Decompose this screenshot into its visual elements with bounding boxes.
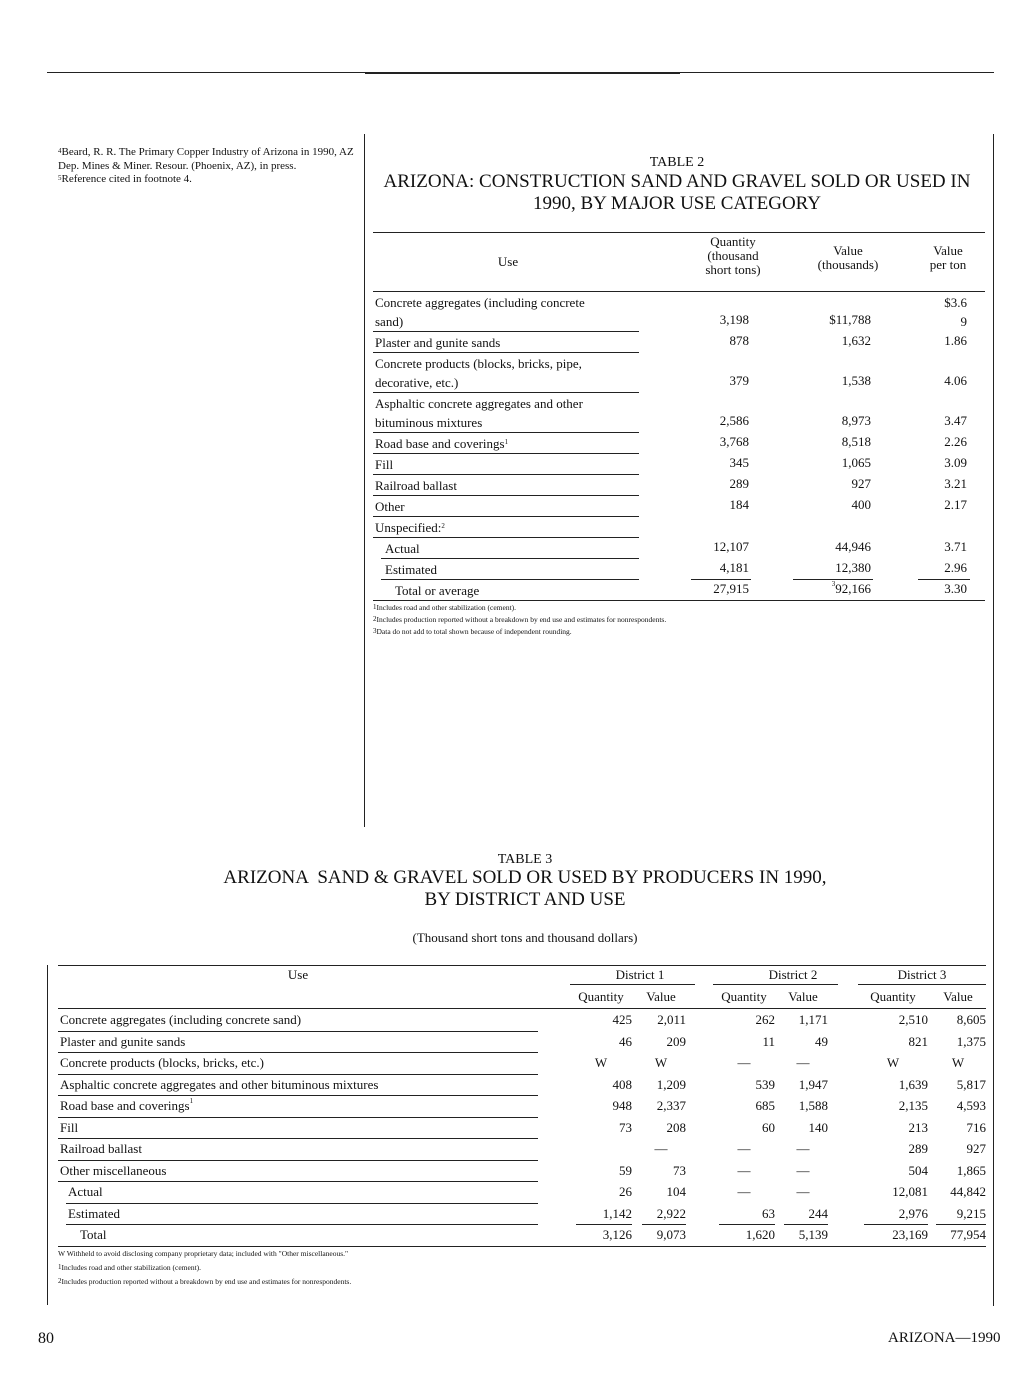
- table3-value-cell: 59: [619, 1162, 632, 1178]
- table2-value-cell: 400: [851, 497, 871, 512]
- table3-value-cell: 408: [612, 1076, 632, 1092]
- running-footer: ARIZONA—1990: [888, 1330, 1001, 1346]
- table2-row: [373, 517, 985, 538]
- column-divider: [364, 134, 365, 827]
- table2-title: ARIZONA: CONSTRUCTION SAND AND GRAVEL SOLD OR USED IN 1990, BY MAJOR USE CATEGORY: [383, 171, 971, 214]
- table2-footnote: $^1$Includes road and other stabilization (cement).: [373, 603, 517, 612]
- table3-use-cell: Other miscellaneous: [60, 1162, 167, 1178]
- table2-footnotes: [373, 602, 993, 638]
- table3-value-cell: W: [951, 1055, 965, 1070]
- table3-value-cell: —: [796, 1055, 810, 1070]
- table2-body: [373, 292, 985, 601]
- table2-value-cell: 1,632: [841, 333, 871, 348]
- table2-per-ton-cell: 2.17: [944, 497, 967, 512]
- table2-per-ton-cell: 1.86: [944, 333, 967, 348]
- table3-value-cell: 5,817: [956, 1076, 986, 1092]
- table2-value-cell: 1,538: [841, 373, 871, 388]
- table2-row: [373, 292, 985, 332]
- table2: [373, 232, 985, 601]
- table3-top-rule: [58, 965, 986, 966]
- table3-value-cell: 4,593: [956, 1098, 986, 1113]
- table3-use-cell: Railroad ballast: [60, 1141, 142, 1156]
- table2-row: [373, 580, 985, 601]
- table3-value-cell: 140: [808, 1119, 828, 1135]
- table3-value-cell: 77,954: [950, 1227, 986, 1242]
- table3-row-rule: [58, 1074, 538, 1075]
- table3-value-cell: 821: [908, 1033, 928, 1049]
- table3-footnotes: [58, 1247, 758, 1289]
- table3-use-cell: Plaster and gunite sands: [60, 1033, 186, 1049]
- table2-quantity-cell: 3,768: [719, 434, 749, 449]
- table3-value-cell: 44,842: [950, 1184, 986, 1199]
- table3-value-cell: 1,947: [798, 1076, 828, 1092]
- table3-units: (Thousand short tons and thousand dollars): [412, 930, 638, 945]
- table3-header-district-3: District 3: [897, 967, 947, 982]
- header-value: Value (thousands): [817, 243, 879, 272]
- table3-subtotal-rule: [864, 1224, 928, 1225]
- table2-use-cell: Plaster and gunite sands: [375, 335, 501, 350]
- table3-value-cell: 8,605: [956, 1012, 986, 1027]
- table3-value-cell: 12,081: [892, 1184, 928, 1199]
- table3-footnote: $^2$Includes production reported without a breakdown by end use and estimates for nonrespondents.: [58, 1277, 352, 1286]
- table3-use-cell: Road base and coverings$^1$: [60, 1097, 194, 1113]
- top-rule-accent: [365, 72, 680, 74]
- table3-value-cell: W: [886, 1055, 900, 1070]
- table3-value-cell: —: [796, 1184, 810, 1199]
- table3-value-cell: 1,865: [956, 1162, 986, 1178]
- table2-use-cell: Estimated: [385, 562, 437, 577]
- table2-per-ton-cell: 4.06: [944, 373, 967, 388]
- table3-value-cell: 23,169: [892, 1227, 928, 1242]
- table2-use-cell: Road base and coverings$^1$: [375, 436, 509, 451]
- table3-value-cell: 1,209: [656, 1076, 686, 1092]
- table3-value-cell: 209: [666, 1033, 686, 1049]
- right-border: [993, 134, 994, 1306]
- table3-value-cell: 2,337: [656, 1098, 686, 1113]
- table2-quantity-cell: 289: [729, 476, 749, 491]
- table2-row: [373, 332, 985, 353]
- table3-value-cell: 1,142: [602, 1205, 632, 1221]
- table2-per-ton-cell: 2.96: [944, 560, 967, 575]
- district2-rule: [713, 984, 838, 985]
- table3-row-rule: [58, 1181, 538, 1182]
- table3-value-cell: 63: [762, 1205, 775, 1221]
- table2-quantity-cell: 379: [729, 373, 749, 388]
- table2-row: [373, 496, 985, 517]
- table2-quantity-cell: 3,198: [719, 312, 749, 327]
- table3-row-rule: [58, 1138, 538, 1139]
- table3-header-rule: [58, 1008, 986, 1009]
- table2-use-cell: Total or average: [395, 583, 480, 598]
- table3-value-cell: 262: [755, 1012, 775, 1027]
- table3-value-cell: 289: [908, 1141, 928, 1156]
- table3-subtotal-rule: [719, 1224, 775, 1225]
- table3-value-cell: 49: [815, 1033, 828, 1049]
- table3-value-cell: 5,139: [798, 1227, 828, 1242]
- table2-row: [373, 433, 985, 454]
- table3-value-cell: 26: [619, 1184, 632, 1199]
- table3-value-cell: —: [737, 1162, 751, 1178]
- table3-value-cell: 1,620: [745, 1227, 775, 1242]
- table3-subtotal-rule: [784, 1224, 828, 1225]
- table3-value-cell: 685: [755, 1098, 775, 1113]
- table2-use-cell: Unspecified:$^2$: [375, 520, 445, 535]
- d1-quantity-header: Quantity: [578, 989, 624, 1004]
- table3-value-cell: —: [654, 1141, 668, 1156]
- table3-value-cell: 73: [619, 1119, 632, 1135]
- table3-value-cell: —: [737, 1141, 751, 1156]
- d3-value-header: Value: [943, 989, 973, 1004]
- table2-use-cell: Actual: [385, 541, 420, 556]
- table2-row: [373, 538, 985, 559]
- table2-quantity-cell: 345: [729, 455, 749, 470]
- table3-subtotal-rule: [936, 1224, 986, 1225]
- table3-header-district-2: District 2: [768, 967, 818, 982]
- table3-label: TABLE 3: [497, 852, 553, 867]
- table2-footnote: $^2$Includes production reported without a breakdown by end use and estimates for nonrespondents.: [373, 615, 667, 624]
- table2-value-cell: 44,946: [835, 539, 871, 554]
- table3-use-cell: Actual: [68, 1184, 103, 1199]
- footnote-4: $^4$Beard, R. R. The Primary Copper Industry of Arizona in 1990, AZ Dep. Mines & Miner. Resour. (Phoenix, AZ), in press.: [58, 146, 354, 172]
- table3-value-cell: 2,976: [898, 1205, 928, 1221]
- table2-value-cell: 12,380: [835, 560, 871, 575]
- table3-value-cell: 2,510: [898, 1012, 928, 1027]
- d3-quantity-header: Quantity: [870, 989, 916, 1004]
- table2-use-cell: Asphaltic concrete aggregates and other bituminous mixtures: [375, 396, 583, 430]
- table2-per-ton-cell: 3.71: [944, 539, 967, 554]
- table3-value-cell: 716: [966, 1119, 986, 1135]
- table3-subtotal-rule: [576, 1224, 632, 1225]
- table3-value-cell: W: [654, 1055, 668, 1070]
- table2-quantity-cell: 12,107: [713, 539, 749, 554]
- d1-value-header: Value: [646, 989, 676, 1004]
- district1-rule: [570, 984, 695, 985]
- table2-per-ton-cell: 3.47: [944, 413, 967, 428]
- district3-rule: [858, 984, 986, 985]
- table3-value-cell: 46: [619, 1033, 632, 1049]
- table3-use-cell: Total: [80, 1227, 107, 1242]
- table3-value-cell: 2,922: [656, 1205, 686, 1221]
- table2-row: [373, 393, 985, 433]
- table3-header-use: Use: [287, 967, 309, 982]
- table3-use-cell: Estimated: [68, 1205, 120, 1221]
- table3-value-cell: 9,073: [656, 1227, 686, 1242]
- table3-value-cell: 948: [612, 1098, 632, 1113]
- table3-value-cell: 244: [808, 1205, 828, 1221]
- table3-value-cell: 73: [673, 1162, 686, 1178]
- table3-value-cell: 9,215: [956, 1205, 986, 1221]
- table2-quantity-cell: 184: [729, 497, 749, 512]
- table3-value-cell: 2,135: [898, 1098, 928, 1113]
- table3-value-cell: 504: [908, 1162, 928, 1178]
- table3-value-cell: 208: [666, 1119, 686, 1135]
- table3-row-rule: [66, 1224, 538, 1225]
- page-number: 80: [38, 1330, 54, 1347]
- table3-value-cell: 213: [908, 1119, 928, 1135]
- header-value-per-ton: Value per ton: [929, 243, 967, 272]
- left-border: [47, 965, 48, 1305]
- table3-value-cell: 11: [762, 1033, 775, 1049]
- d2-value-header: Value: [788, 989, 818, 1004]
- table2-per-ton-cell: 3.30: [944, 581, 967, 596]
- table3-use-cell: Asphaltic concrete aggregates and other bituminous mixtures: [60, 1076, 379, 1092]
- table3-value-cell: 104: [666, 1184, 686, 1199]
- table2-row-rule: [373, 600, 985, 601]
- table2-label: TABLE 2: [649, 155, 705, 170]
- table2-use-cell: Railroad ballast: [375, 478, 457, 493]
- table2-per-ton-cell: $3.6 9: [944, 295, 967, 329]
- table3-value-cell: W: [594, 1055, 608, 1070]
- table3-value-cell: 1,639: [898, 1076, 928, 1092]
- table3-value-cell: 1,588: [798, 1098, 828, 1113]
- table2-row: [373, 475, 985, 496]
- table3-value-cell: 3,126: [602, 1227, 632, 1242]
- header-quantity: Quantity (thousand short tons): [705, 234, 761, 277]
- table3-value-cell: 1,171: [798, 1012, 828, 1027]
- table3-header-district-1: District 1: [615, 967, 665, 982]
- table3-subtotal-rule: [642, 1224, 686, 1225]
- table3-use-cell: Fill: [60, 1119, 79, 1135]
- table2-value-cell: 1,065: [841, 455, 871, 470]
- table2-header: [373, 232, 985, 292]
- table3-value-cell: —: [737, 1184, 751, 1199]
- table2-row: [373, 353, 985, 393]
- table3-value-cell: —: [796, 1162, 810, 1178]
- table3-value-cell: 425: [612, 1012, 632, 1027]
- footnote-5: $^5$Reference cited in footnote 4.: [58, 173, 192, 185]
- table3-footnote: $^1$Includes road and other stabilization (cement).: [58, 1263, 202, 1272]
- table2-value-cell: $11,788: [829, 312, 871, 327]
- table2-use-cell: Other: [375, 499, 405, 514]
- table2-per-ton-cell: 2.26: [944, 434, 967, 449]
- table3-value-cell: 927: [966, 1141, 986, 1156]
- table2-per-ton-cell: 3.21: [944, 476, 967, 491]
- table3-use-cell: Concrete aggregates (including concrete sand): [60, 1012, 302, 1027]
- table2-value-cell: 927: [851, 476, 871, 491]
- table2-use-cell: Fill: [375, 457, 394, 472]
- table3-row-rule: [58, 1117, 538, 1118]
- table3-row-rule: [58, 1095, 538, 1096]
- table2-value-cell: 8,973: [841, 413, 871, 428]
- table2-value-cell: 8,518: [841, 434, 871, 449]
- table2-row: [373, 454, 985, 475]
- table3-value-cell: 1,375: [956, 1033, 986, 1049]
- table3-use-cell: Concrete products (blocks, bricks, etc.): [60, 1055, 264, 1070]
- table3-row-rule: [58, 1031, 538, 1032]
- table3-value-cell: 2,011: [657, 1012, 686, 1027]
- table3-row-rule: [58, 1052, 538, 1053]
- table3-value-cell: 539: [755, 1076, 775, 1092]
- table3-row-rule: [66, 1203, 538, 1204]
- table3-value-cell: —: [796, 1141, 810, 1156]
- table3-value-cell: 60: [762, 1119, 775, 1135]
- table2-quantity-cell: 2,586: [719, 413, 749, 428]
- header-use: Use: [497, 254, 519, 269]
- table2-use-cell: Concrete aggregates (including concrete sand): [375, 295, 585, 329]
- table3-row-rule: [58, 1160, 538, 1161]
- table2-per-ton-cell: 3.09: [944, 455, 967, 470]
- table2-row: [373, 559, 985, 580]
- table3-footnote: W Withheld to avoid disclosing company proprietary data; included with "Other miscellaneous.": [58, 1249, 349, 1258]
- table2-quantity-cell: 4,181: [719, 560, 749, 575]
- table3-title: ARIZONA SAND & GRAVEL SOLD OR USED BY PRODUCERS IN 1990, BY DISTRICT AND USE: [223, 867, 827, 910]
- table2-use-cell: Concrete products (blocks, bricks, pipe, decorative, etc.): [375, 356, 582, 390]
- table2-quantity-cell: 878: [729, 333, 749, 348]
- d2-quantity-header: Quantity: [721, 989, 767, 1004]
- left-column-footnotes: [58, 146, 358, 187]
- table3-value-cell: —: [737, 1055, 751, 1070]
- table2-quantity-cell: 27,915: [713, 581, 749, 596]
- table2-value-cell: $^3$92,166: [831, 580, 871, 596]
- table2-footnote: $^3$Data do not add to total shown because of independent rounding.: [373, 627, 572, 636]
